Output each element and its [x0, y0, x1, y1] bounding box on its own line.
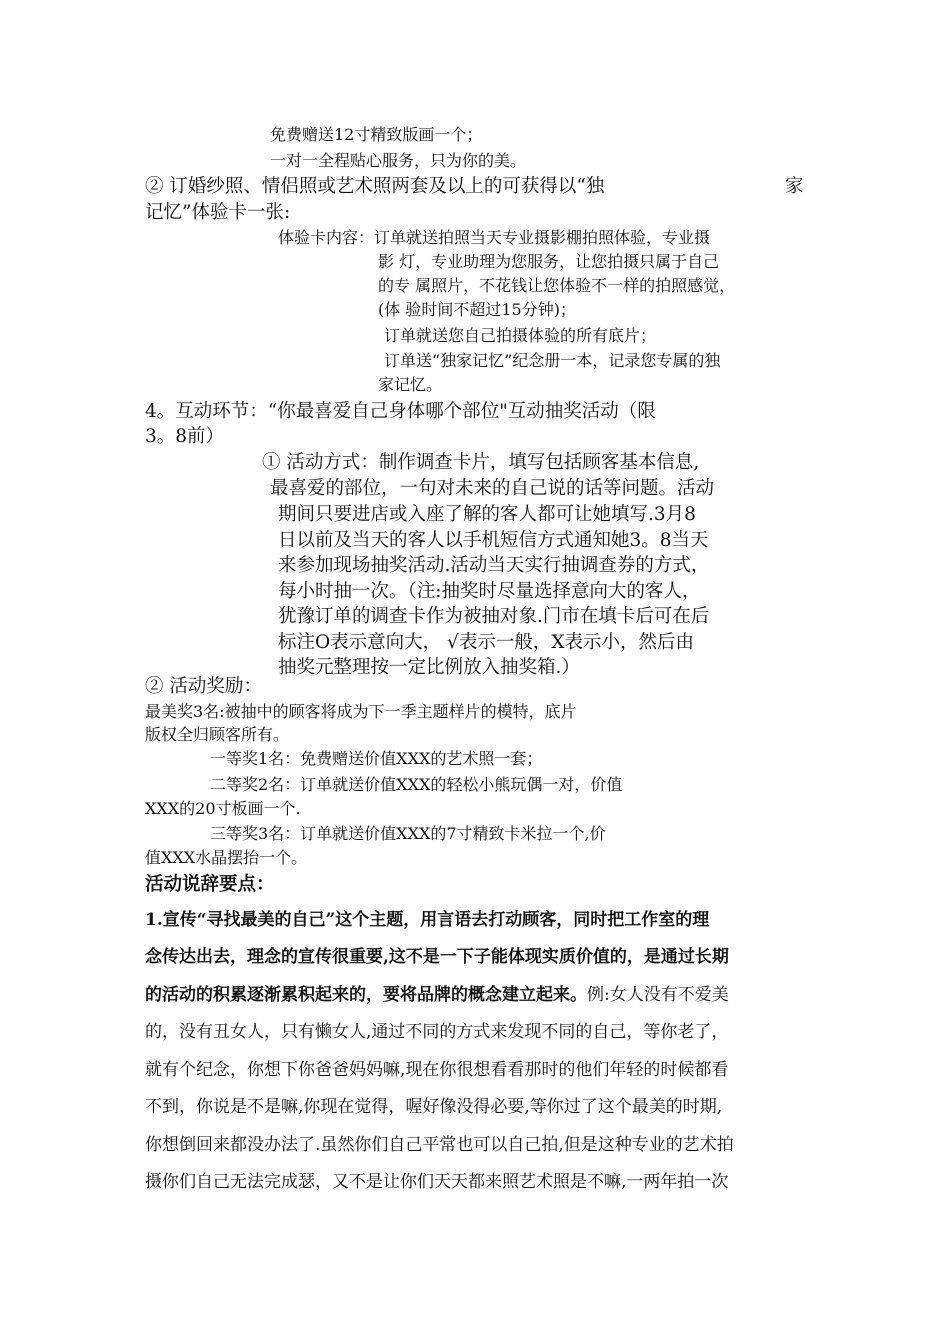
method-line-9: 抽奖元整理按一定比例放入抽奖箱.） — [278, 657, 580, 678]
method-line-7: 犹豫订单的调查卡作为被抽对象.门市在填卡后可在后 — [278, 606, 710, 627]
card-line-1: 体验卡内容：订单就送拍照当天专业摄影棚拍照体验，专业摄 — [278, 228, 711, 247]
card-line-6: 订单送“独家记忆”纪念册一本，记录您专属的独 — [384, 351, 721, 370]
reward-line-4: 二等奖2名：订单就送价值XXX的轻松小熊玩偶一对，价值 — [210, 775, 623, 794]
item2-line-2: 记忆”体验卡一张: — [145, 202, 291, 223]
reward-title: ② 活动奖励： — [145, 676, 262, 697]
reward-line-6: 三等奖3名：订单就送价值XXX的7寸精致卡米拉一个,价 — [210, 824, 606, 843]
method-line-2: 最喜爱的部位，一句对未来的自己说的话等问题。活动 — [270, 478, 715, 499]
reward-line-5: XXX的20寸板画一个. — [145, 799, 301, 818]
method-line-5: 来参加现场抽奖活动.活动当天实行抽调查券的方式， — [278, 555, 710, 576]
card-line-4: (体 验时间不超过15分钟)； — [378, 300, 576, 319]
speech-line-4: 你想倒回来都没办法了.虽然你们自己平常也可以自己拍,但是这种专业的艺术拍 — [145, 1135, 734, 1155]
reward-line-3: 一等奖1名：免费赠送价值XXX的艺术照一套； — [210, 749, 543, 768]
reward-line-1: 最美奖3名:被抽中的顾客将成为下一季主题样片的模特，底片 — [145, 702, 577, 721]
card-line-5: 订单就送您自己拍摄体验的所有底片； — [384, 326, 657, 345]
card-line-3: 的专 属照片，不花钱让您体验不一样的拍照感觉， — [378, 276, 736, 295]
speech-bold-line-2: 念传达出去，理念的宣传很重要,这不是一下子能体现实质价值的，是通过长期 — [145, 947, 729, 967]
card-line-7: 家记忆。 — [378, 375, 443, 394]
section4-line-1: 4。互动环节：“你最喜爱自己身体哪个部位"互动抽奖活动（限 — [145, 401, 656, 422]
speech-line-1: 的，没有丑女人，只有懒女人,通过不同的方式来发现不同的自己，等你老了， — [145, 1022, 729, 1042]
method-line-8: 标注O表示意向大， √表示一般，X表示小，然后由 — [278, 632, 695, 653]
item2-line-1: ② 订婚纱照、情侣照或艺术照两套及以上的可获得以“独 — [145, 176, 605, 197]
section4-line-2: 3。8前） — [145, 426, 225, 447]
method-line-6: 每小时抽一次。（注:抽奖时尽量选择意向大的客人， — [278, 581, 701, 602]
method-line-4: 日以前及当天的客人以手机短信方式通知她3。8当天 — [278, 530, 709, 551]
reward-line-7: 值XXX水晶摆抬一个。 — [145, 848, 308, 867]
card-line-2: 影 灯，专业助理为您服务，让您拍摄只属于自己 — [378, 252, 720, 271]
speech-mixed-normal: 例:女人没有不爱美 — [587, 985, 729, 1005]
reward-line-2: 版权全归顾客所有。 — [145, 725, 290, 744]
speech-line-2: 就有个纪念，你想下你爸爸妈妈嘛,现在你很想看看那时的他们年轻的时候都看 — [145, 1060, 729, 1080]
gift-line-1: 免费赠送12寸精致版画一个； — [270, 125, 483, 144]
method-line-3: 期间只要进店或入座了解的客人都可让她填写.3月8 — [278, 504, 696, 525]
speech-line-3: 不到，你说是不是嘛,你现在觉得，喔好像没得必要,等你过了这个最美的时期, — [145, 1097, 723, 1117]
gift-line-2: 一对一全程贴心服务，只为你的美。 — [270, 151, 527, 170]
speech-title: 活动说辞要点： — [145, 874, 275, 895]
speech-bold-line-1: 1.宣传“寻找最美的自己”这个主题，用言语去打动顾客，同时把工作室的理 — [145, 910, 710, 930]
speech-line-5: 摄你们自己无法完成瑟，又不是让你们天天都来照艺术照是不嘛,一两年拍一次 — [145, 1172, 729, 1192]
method-line-1: ① 活动方式：制作调查卡片，填写包括顾客基本信息, — [262, 452, 700, 473]
item2-line-1-end: 家 — [785, 176, 804, 197]
speech-mixed-line — [145, 986, 729, 1006]
speech-mixed-bold: 的活动的积累逐渐累积起来的，要将品牌的概念建立起来。 — [145, 985, 587, 1005]
